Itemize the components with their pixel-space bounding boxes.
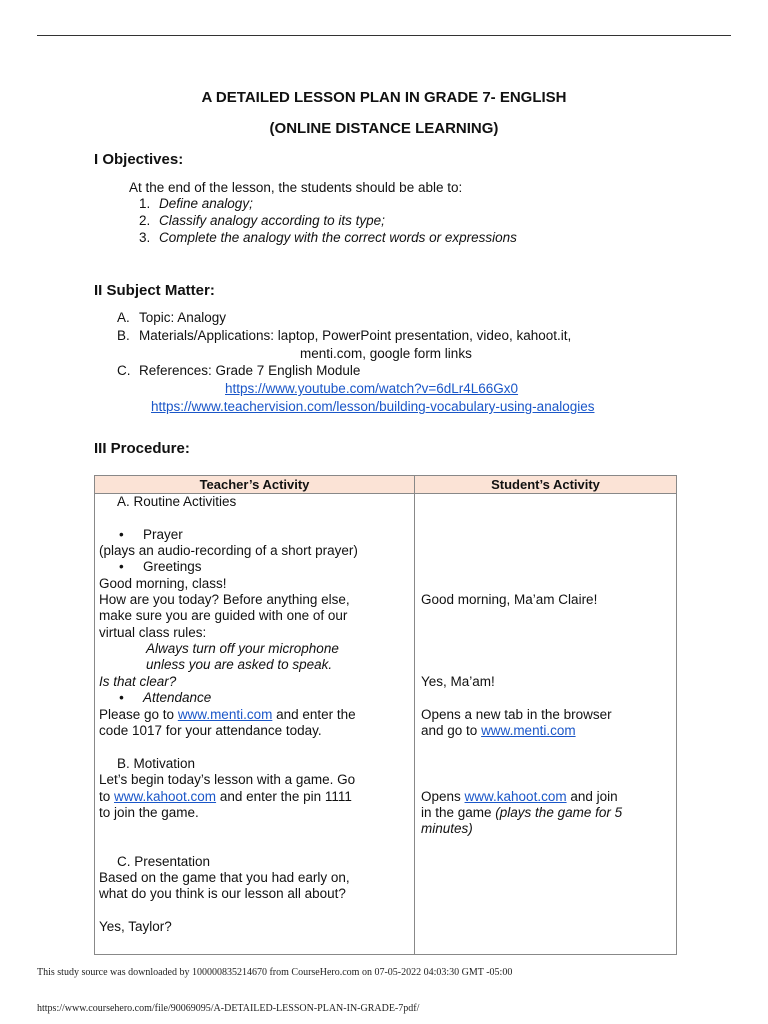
- menti-instruction: [99, 707, 356, 722]
- materials-line: [117, 328, 571, 343]
- materials-text: Materials/Applications: laptop, PowerPoint presentation, video, kahoot.it,: [139, 328, 572, 343]
- prayer-note: (plays an audio-recording of a short prayer): [99, 543, 358, 558]
- kahoot-instruction: [99, 789, 352, 804]
- table-row: [95, 494, 677, 955]
- student-good-morning: Good morning, Ma’am Claire!: [421, 592, 598, 607]
- menti-link[interactable]: www.menti.com: [177, 707, 273, 722]
- objective-text: Complete the analogy with the correct words or expressions: [159, 230, 517, 245]
- in-game-text: in the game: [421, 805, 496, 820]
- guided-text: make sure you are guided with one of our: [99, 608, 348, 623]
- student-activity-cell: [415, 494, 677, 955]
- attendance-code: code 1017 for your attendance today.: [99, 723, 322, 738]
- presentation-heading: C. Presentation: [117, 854, 211, 869]
- top-rule: [37, 35, 731, 36]
- youtube-link[interactable]: https://www.youtube.com/watch?v=6dLr4L66Gx0: [225, 381, 519, 396]
- objective-item: [139, 196, 253, 211]
- teacher-activity-header: Teacher’s Activity: [95, 476, 415, 494]
- motivation-heading: B. Motivation: [117, 756, 196, 771]
- opens-new-tab: Opens a new tab in the browser: [421, 707, 612, 722]
- goto-pre: and go to: [421, 723, 482, 738]
- teacher-activity-cell: [95, 494, 415, 955]
- how-are-you: How are you today? Before anything else,: [99, 592, 350, 607]
- menti-post: and enter the: [272, 707, 356, 722]
- subject-matter-heading: II Subject Matter:: [94, 282, 215, 299]
- references-text: References: Grade 7 English Module: [139, 363, 361, 378]
- document-subtitle: (ONLINE DISTANCE LEARNING): [269, 120, 499, 137]
- kahoot-pre: to: [99, 789, 115, 804]
- opens-post: and join: [566, 789, 618, 804]
- join-game: to join the game.: [99, 805, 199, 820]
- in-the-game: [421, 805, 622, 820]
- objective-item: [139, 213, 385, 228]
- objective-number: 3.: [139, 230, 151, 245]
- rule-line-2: unless you are asked to speak.: [146, 657, 333, 672]
- student-kahoot-link[interactable]: www.kahoot.com: [464, 789, 567, 804]
- references-letter: C.: [117, 363, 131, 378]
- teachervision-link[interactable]: https://www.teachervision.com/lesson/building-vocabulary-using-analogies: [151, 399, 595, 414]
- plays-game-note: (plays the game for 5: [495, 805, 623, 820]
- objective-number: 1.: [139, 196, 151, 211]
- class-rules: virtual class rules:: [99, 625, 207, 640]
- attendance-bullet: • Attendance: [115, 690, 211, 705]
- document-title: A DETAILED LESSON PLAN IN GRADE 7- ENGLISH: [201, 89, 567, 106]
- opens-kahoot: [421, 789, 618, 804]
- procedure-heading: III Procedure:: [94, 440, 190, 457]
- greetings-bullet: • Greetings: [115, 559, 202, 574]
- source-url[interactable]: https://www.coursehero.com/file/90069095/A-DETAILED-LESSON-PLAN-IN-GRADE-7pdf/: [37, 1003, 420, 1014]
- objective-text: Classify analogy according to its type;: [159, 213, 385, 228]
- go-to-menti: [421, 723, 576, 738]
- lesson-question: what do you think is our lesson all about?: [99, 886, 346, 901]
- kahoot-link[interactable]: www.kahoot.com: [114, 789, 217, 804]
- student-yes: Yes, Ma’am!: [421, 674, 495, 689]
- procedure-table: [94, 475, 677, 955]
- rule-line-1: Always turn off your microphone: [146, 641, 339, 656]
- prayer-bullet: • Prayer: [115, 527, 183, 542]
- download-source-note: This study source was downloaded by 100000835214670 from CourseHero.com on 07-05-2022 04:03:30 GMT -05:00: [37, 967, 513, 978]
- topic-line: [117, 310, 226, 325]
- yes-taylor: Yes, Taylor?: [99, 919, 172, 934]
- references-line: [117, 363, 360, 378]
- objective-number: 2.: [139, 213, 151, 228]
- routine-activities: A. Routine Activities: [117, 494, 237, 509]
- minutes-note: minutes): [421, 821, 473, 836]
- objectives-heading: I Objectives:: [94, 151, 184, 168]
- topic-letter: A.: [117, 310, 130, 325]
- topic-text: Topic: Analogy: [139, 310, 227, 325]
- menti-pre: Please go to: [99, 707, 178, 722]
- teacher-good-morning: Good morning, class!: [99, 576, 227, 591]
- is-that-clear: Is that clear?: [99, 674, 177, 689]
- based-on-game: Based on the game that you had early on,: [99, 870, 350, 885]
- student-activity-header: Student’s Activity: [415, 476, 677, 494]
- student-menti-link[interactable]: www.menti.com: [481, 723, 576, 738]
- game-intro: Let’s begin today’s lesson with a game. Go: [99, 772, 356, 787]
- objective-item: [139, 230, 517, 245]
- objective-text: Define analogy;: [159, 196, 253, 211]
- materials-line-2: menti.com, google form links: [300, 346, 472, 361]
- opens-pre: Opens: [421, 789, 465, 804]
- objectives-intro: At the end of the lesson, the students should be able to:: [129, 180, 463, 195]
- table-header-row: [95, 476, 677, 494]
- kahoot-post: and enter the pin 1111: [216, 789, 352, 804]
- materials-letter: B.: [117, 328, 130, 343]
